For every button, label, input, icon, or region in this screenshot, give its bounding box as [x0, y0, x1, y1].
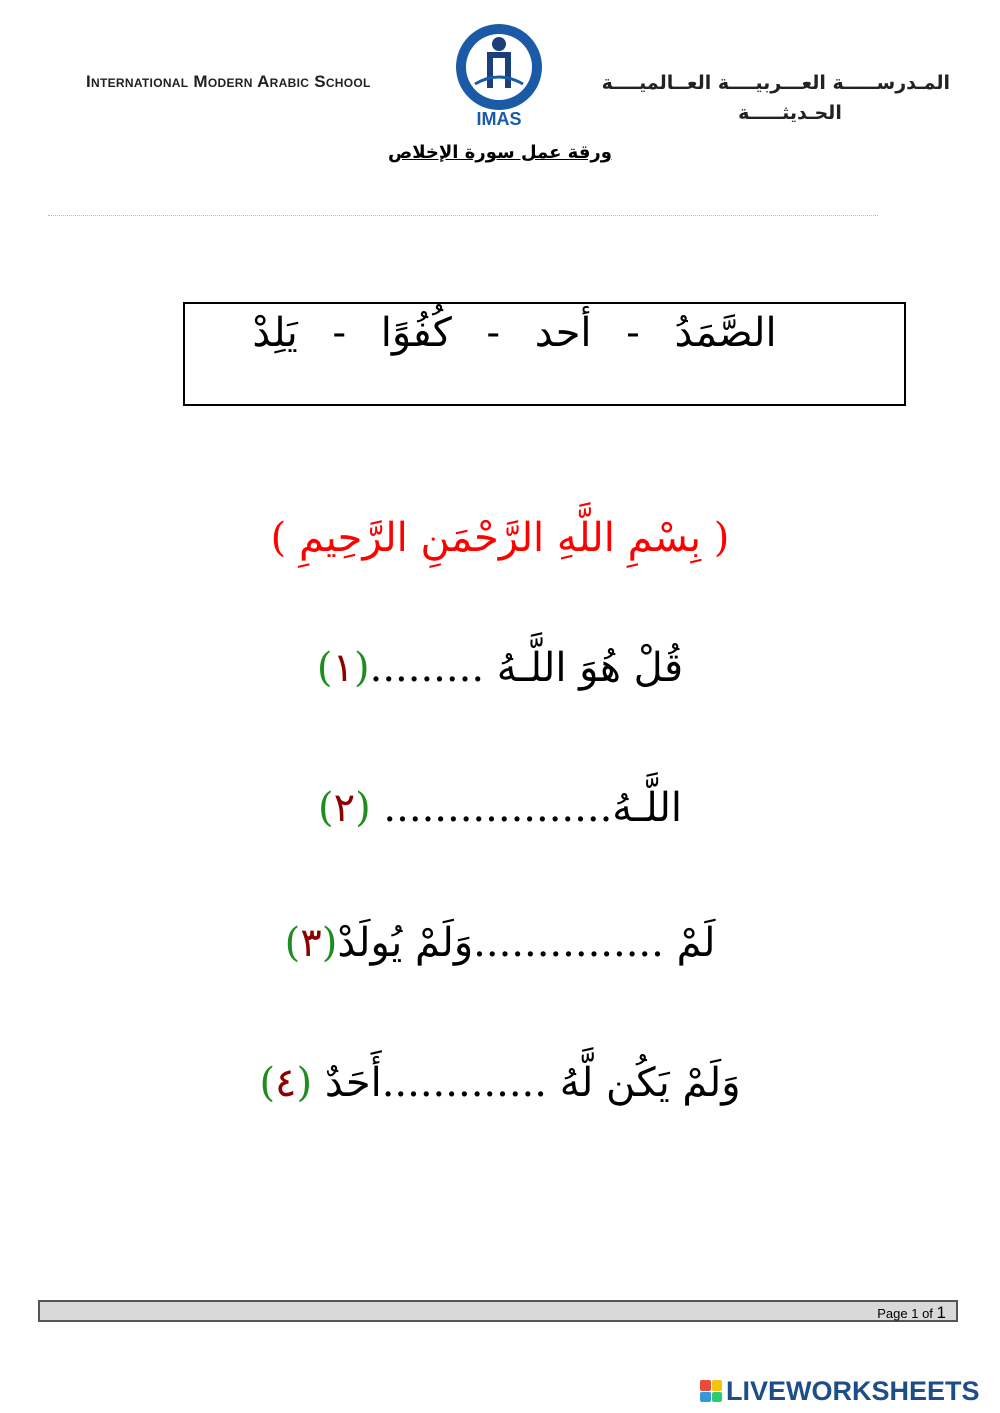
svg-text:IMAS: IMAS: [476, 109, 522, 129]
verse-2-text[interactable]: اللَّـهُ..................: [370, 785, 682, 831]
page-number-prefix: Page 1 of: [877, 1306, 937, 1321]
verse-1: [150, 645, 850, 691]
basmala: ( بِسْمِ اللَّهِ الرَّحْمَنِ الرَّحِيمِ ): [270, 515, 730, 561]
verse-1-number: (١): [316, 645, 370, 691]
school-name-arabic: [590, 68, 950, 128]
liveworksheets-brand[interactable]: [700, 1376, 980, 1406]
school-name-arabic-line2: الحـديثـــــة: [738, 102, 842, 124]
word-bank-box: [183, 302, 906, 406]
verse-4-number-value: ٤: [275, 1060, 297, 1106]
verse-1-number-value: ١: [332, 645, 354, 691]
verse-2: [150, 785, 850, 831]
verse-2-number-value: ٢: [333, 785, 356, 831]
word-bank-words: الصَّمَدُ - أحد - كُفُوًا - يَلِدْ: [252, 310, 777, 356]
page-footer: [38, 1300, 958, 1322]
liveworksheets-logo-icon: [700, 1380, 722, 1402]
header-divider: [48, 215, 878, 216]
worksheet-title: [300, 142, 700, 163]
verse-3: [150, 920, 850, 966]
school-name-english: International Modern Arabic School: [86, 72, 371, 91]
page-number-total: 1: [936, 1303, 946, 1322]
worksheet-title-text: ورقة عمل سورة الإخلاص: [388, 142, 612, 163]
verse-4-text[interactable]: وَلَمْ يَكُن لَّهُ .............أَحَدٌ: [312, 1060, 741, 1106]
school-logo: [447, 22, 551, 132]
verse-3-text[interactable]: لَمْ ...............وَلَمْ يُولَدْ: [337, 920, 716, 966]
liveworksheets-name: LIVEWORKSHEETS: [726, 1375, 980, 1406]
verse-1-text[interactable]: قُلْ هُوَ اللَّـهُ .........: [369, 645, 684, 691]
verse-3-number-value: ٣: [300, 920, 322, 966]
verse-4: [150, 1060, 850, 1106]
verse-3-number: (٣): [284, 920, 338, 966]
verse-4-number: (٤): [259, 1060, 313, 1106]
page-number: [877, 1303, 946, 1323]
school-name-arabic-line1: المـدرســـــة العـــربيــــة العــالميــــة: [601, 72, 950, 94]
verse-2-number: (٢): [318, 785, 371, 831]
